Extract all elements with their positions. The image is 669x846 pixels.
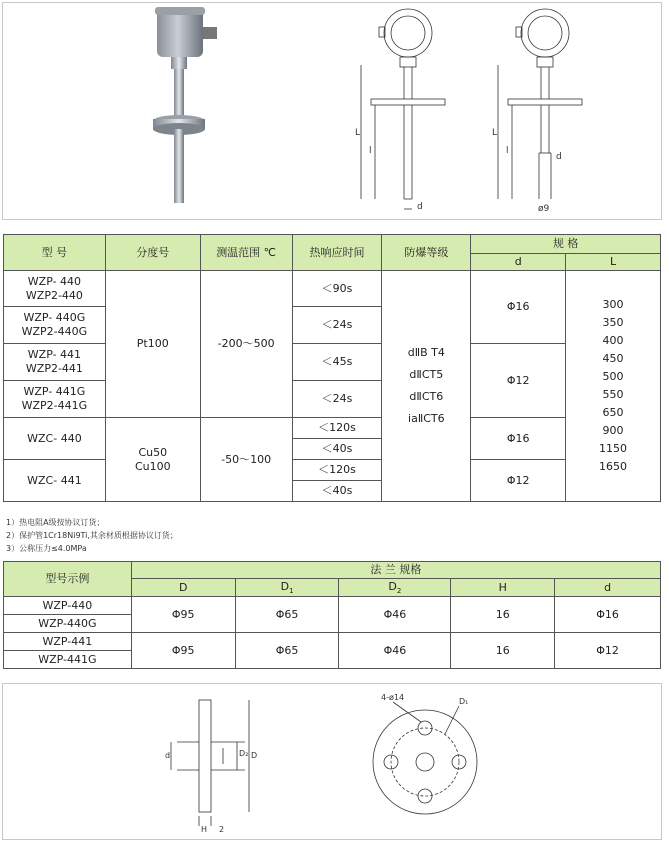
model-cell: WZC- 440 [4,418,106,460]
response-split: ＜120s ＜40s [292,460,382,502]
d-cell: Φ12 [471,344,566,418]
header-H: H [451,579,555,597]
label-flange-H: H [201,825,208,834]
product-drawings-panel [2,2,662,220]
label-flange-2: 2 [219,825,225,834]
d-cell: Φ16 [471,418,566,460]
header-L: L [566,254,661,271]
header-D2: $D_2$ [339,579,451,597]
explosion-cell: dⅡB T4 dⅡCT5 dⅡCT6 iaⅡCT6 [382,271,471,502]
model-cell: WZP- 441 WZP2-441 [4,344,106,381]
flange-d: Φ12 [555,633,661,669]
sensor-photo [3,3,263,217]
L-cell: 300 350 400 450 500 550 650 900 1150 1650 [566,271,661,502]
flange-table [3,561,661,669]
example-model: WZP-441 [4,633,132,651]
d-cell: Φ12 [471,460,566,502]
response-split: ＜120s ＜40s [292,418,382,460]
example-model: WZP-441G [4,651,132,669]
label-phi9: ø9 [538,204,550,214]
response-cell: ＜45s [292,344,382,381]
label-holes: 4-ø14 [381,693,405,702]
header-d2: d [555,579,661,597]
note-3: 3）公称压力≤4.0MPa [6,544,87,553]
header-range: 测温范围 ℃ [200,235,292,271]
model-cell: WZP- 440G WZP2-440G [4,307,106,344]
flange-side-view [163,686,303,836]
model-cell: WZP- 440 WZP2-440 [4,271,106,307]
flange-H: 16 [451,597,555,633]
header-D: D [131,579,235,597]
response-cell: ＜90s [292,271,382,307]
d-cell: Φ16 [471,271,566,344]
flange-d: Φ16 [555,597,661,633]
graduation-pt100: Pt100 [105,271,200,418]
header-explosion: 防爆等级 [382,235,471,271]
label-flange-D2: D₂ [239,749,249,758]
label-flange-D: D [251,751,258,760]
example-model: WZP-440 [4,597,132,615]
example-model: WZP-440G [4,615,132,633]
note-1: 1）热电阻A级按协议订货； [6,518,105,527]
label-l: l [369,146,372,156]
range-cu: -50～100 [200,418,292,502]
header-graduation: 分度号 [105,235,200,271]
flange-front-view [363,686,523,836]
header-spec: 规 格 [471,235,661,254]
model-cell: WZC- 441 [4,460,106,502]
spec-table [3,234,661,502]
notes [6,516,178,555]
flange-H: 16 [451,633,555,669]
label-flange-d: d [165,751,171,760]
flange-D2: Φ46 [339,633,451,669]
range-pt: -200～500 [200,271,292,418]
label-d-2: d [556,152,562,162]
flange-D2: Φ46 [339,597,451,633]
response-cell: ＜24s [292,381,382,418]
sensor-drawing-2 [490,3,610,217]
label-L-2: L [492,128,498,138]
graduation-cu: Cu50 Cu100 [105,418,200,502]
header-response: 热响应时间 [292,235,382,271]
flange-D1: Φ65 [235,633,339,669]
flange-D1: Φ65 [235,597,339,633]
label-L: L [355,128,361,138]
flange-D: Φ95 [131,633,235,669]
label-flange-D1: D₁ [459,697,469,706]
header-flange: 法 兰 规格 [131,562,660,579]
header-example: 型号示例 [4,562,132,597]
note-2: 2）保护管1Cr18Ni9Ti,其余材质根据协议订货； [6,531,178,540]
header-d: d [471,254,566,271]
flange-D: Φ95 [131,597,235,633]
response-cell: ＜24s [292,307,382,344]
flange-drawings-panel [2,683,662,840]
sensor-drawing-1 [353,3,473,217]
header-model: 型 号 [4,235,106,271]
label-l-2: l [506,146,509,156]
label-d: d [417,202,423,212]
model-cell: WZP- 441G WZP2-441G [4,381,106,418]
header-D1: $D_1$ [235,579,339,597]
